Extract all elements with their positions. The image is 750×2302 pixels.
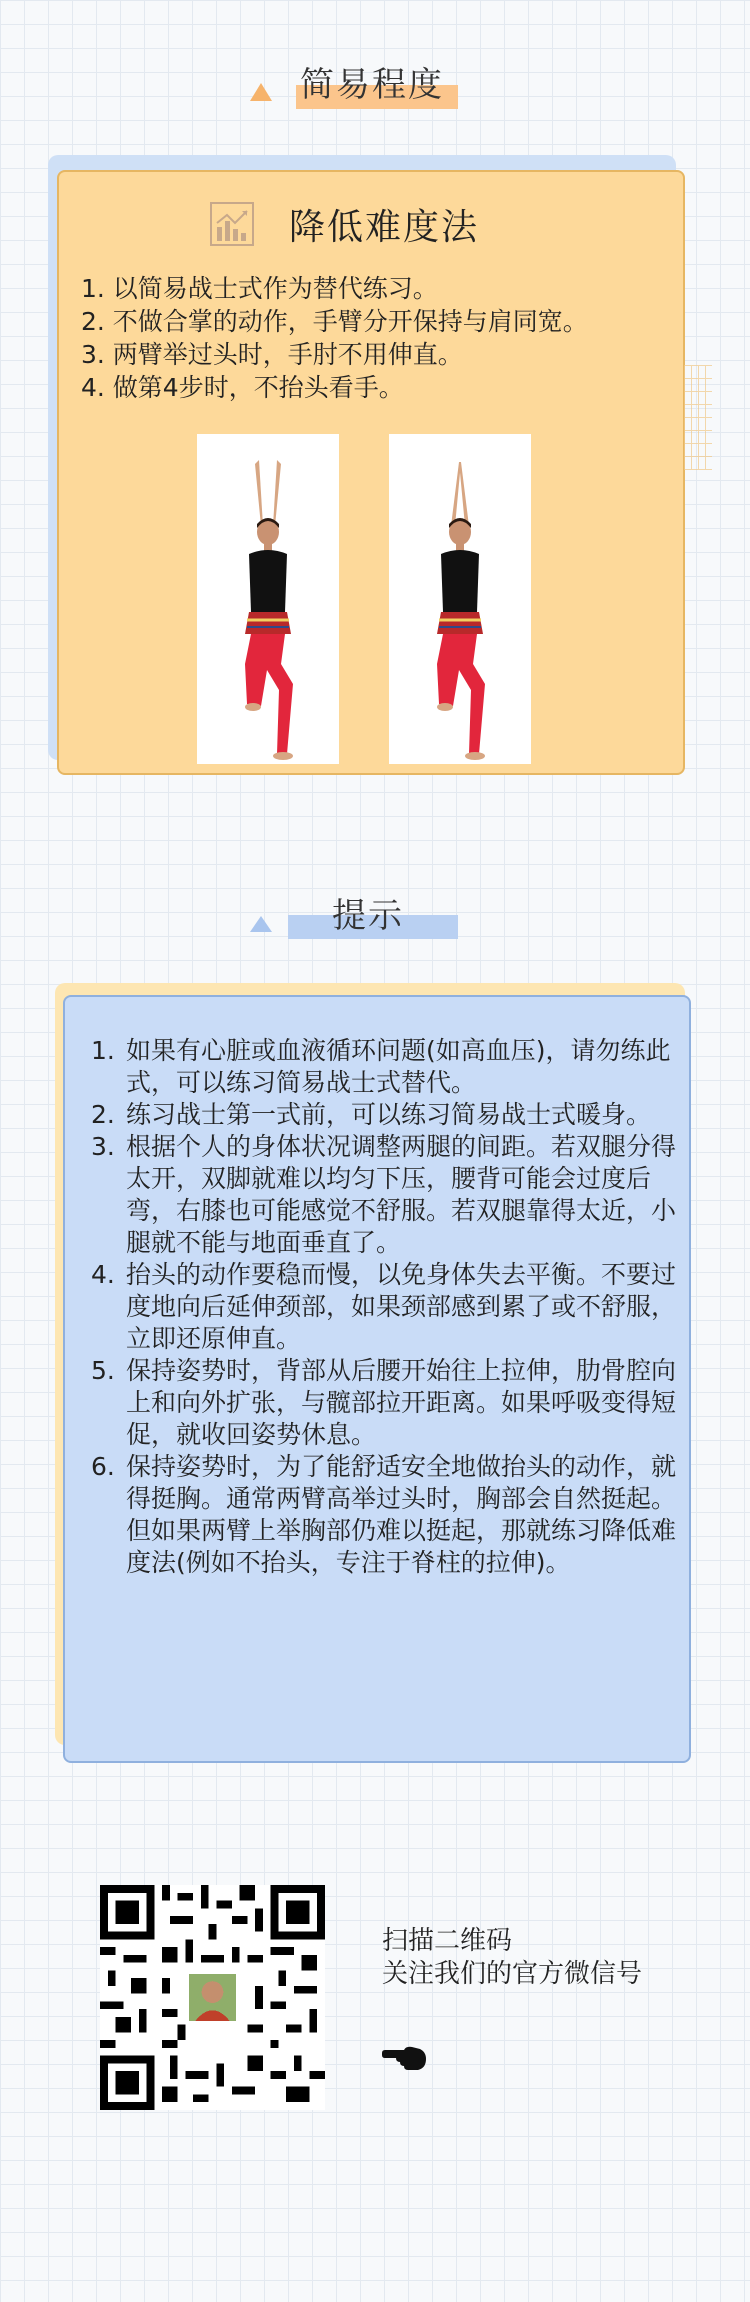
card-title: 降低难度法 [289, 206, 480, 248]
scan-line-2: 关注我们的官方微信号 [382, 1959, 643, 1989]
scan-line-1: 扫描二维码 [382, 1926, 513, 1956]
item-number: 4. [91, 1260, 115, 1289]
list-item [91, 1099, 676, 1131]
list-item [91, 1035, 676, 1099]
item-number: 1. [91, 1036, 115, 1065]
item-text: 练习战士第一式前，可以练习简易战士式暖身。 [126, 1100, 652, 1129]
yoga-pose-photo-2 [389, 434, 531, 764]
list-item: 2. 不做合掌的动作，手臂分开保持与肩同宽。 [81, 307, 588, 336]
qr-code-image [100, 1885, 325, 2110]
scan-instructions [382, 1925, 642, 1991]
item-text: 如果有心脏或血液循环问题(如高血压)，请勿练此式，可以练习简易战士式替代。 [126, 1036, 671, 1097]
item-text: 抬头的动作要稳而慢，以免身体失去平衡。不要过度地向后延伸颈部，如果颈部感到累了或不舒服，立即还原伸直。 [126, 1260, 677, 1353]
item-text: 保持姿势时，背部从后腰开始往上拉伸，肋骨腔向上和向外扩张，与髋部拉开距离。如果呼吸变得短促，就收回姿势休息。 [126, 1356, 677, 1449]
section-title: 简易程度 [300, 65, 444, 105]
list-item [91, 1451, 676, 1579]
triangle-icon [250, 83, 272, 101]
item-number: 2. [91, 1100, 115, 1129]
list-item [91, 1131, 676, 1259]
tips-list [91, 1035, 676, 1579]
bar-chart-icon [209, 201, 255, 247]
easier-method-card [57, 170, 685, 775]
item-text: 根据个人的身体状况调整两腿的间距。若双腿分得太开，双脚就难以均匀下压，腰背可能会过度后弯，右膝也可能感觉不舒服。若双腿靠得太近，小腿就不能与地面垂直了。 [126, 1132, 677, 1257]
list-item [91, 1355, 676, 1451]
tips-card [63, 995, 691, 1763]
pointing-hand-icon [382, 2044, 426, 2074]
item-number: 3. [91, 1132, 115, 1161]
section-title: 提示 [332, 896, 404, 936]
section-header-tips [0, 880, 750, 950]
item-number: 5. [91, 1356, 115, 1385]
triangle-icon [250, 916, 272, 932]
yoga-figure-image [197, 434, 339, 764]
yoga-pose-photo-1 [197, 434, 339, 764]
section-header-difficulty [0, 45, 750, 115]
list-item: 4. 做第4步时，不抬头看手。 [81, 373, 404, 402]
list-item: 1. 以简易战士式作为替代练习。 [81, 274, 438, 303]
list-item: 3. 两臂举过头时，手肘不用伸直。 [81, 340, 463, 369]
qr-code[interactable] [100, 1885, 325, 2110]
grid-decoration [684, 365, 712, 470]
easier-method-list [81, 272, 588, 404]
list-item [91, 1259, 676, 1355]
card-title-row [209, 196, 479, 252]
item-number: 6. [91, 1452, 115, 1481]
item-text: 保持姿势时，为了能舒适安全地做抬头的动作，就得挺胸。通常两臂高举过头时，胸部会自然挺起。但如果两臂上举胸部仍难以挺起，那就练习降低难度法(例如不抬头，专注于脊柱的拉伸)。 [126, 1452, 677, 1577]
yoga-figure-image [389, 434, 531, 764]
